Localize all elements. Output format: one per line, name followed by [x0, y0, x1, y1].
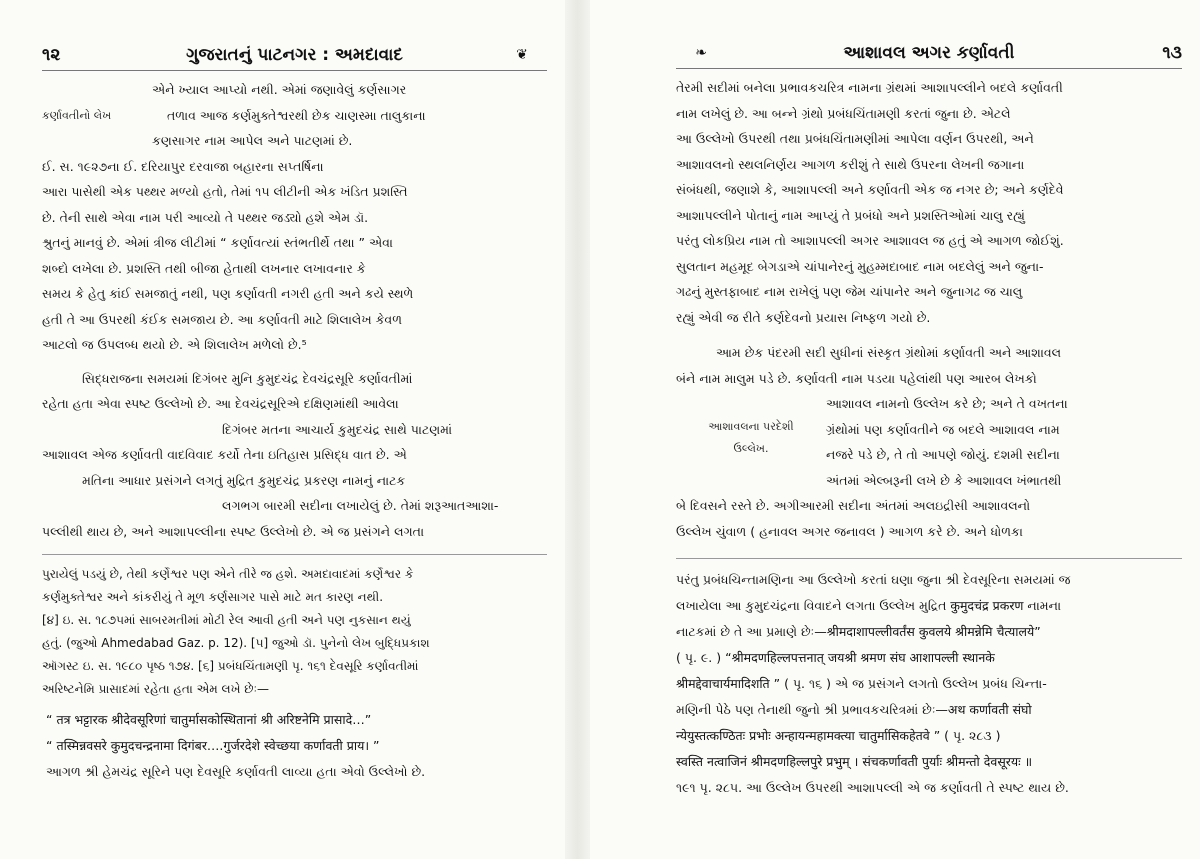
text-line: નજરે પડે છે, તે તો આપણે જોયું. દશમી સદીના [826, 447, 1060, 462]
left-sidenote: કર્ણાવતીનો લેખ [42, 108, 112, 122]
footnote-line: નાટકમાં છે તે આ પ્રમાણે છેઃ—श्रीमदाशापल्लीवर्तंस कुवलये श्रीमन्नेमि चैत्यालये” [676, 624, 1041, 639]
right-page-number: ૧૩ [1162, 43, 1182, 63]
text-line: આશાવલનો સ્થલનિર્ણય આગળ કરીશું તે સાથે ઉપરના લેખની જગાના [676, 156, 1025, 172]
footnote-separator [676, 558, 1182, 559]
text-line: તેરમી સદીમાં બનેલા પ્રભાવકચરિત્ર નામના ગ્રંથમાં આશાપલ્લીને બદલે કર્ણાવતી [676, 80, 1063, 95]
left-page-header [42, 40, 547, 71]
footnote-separator [42, 554, 547, 555]
right-para-2 [676, 340, 1182, 544]
right-page-title: આશાવલ અગર કર્ણાવતી [843, 43, 1015, 63]
text-line: બંને નામ માલુમ પડે છે. કર્ણાવતી નામ પડયા પહેલાંથી પણ આરબ લેખકો [676, 370, 1037, 386]
left-para-2 [42, 366, 547, 545]
sidenote-line: આશાવલના પરદેશી [708, 420, 794, 433]
footnote-line: કર્ણમુક્તેશ્વર અને કાંકરીયું તે મૂળ કર્ણસાગર પાસે માટે મત કારણ નથી. [42, 590, 384, 604]
quote-line: આગળ શ્રી હેમચંદ્ર સૂરિને પણ દેવસૂરિ કર્ણાવતી લાવ્યા હતા એવો ઉલ્લેખો છે. [46, 764, 426, 779]
footnote-line: પરંતુ પ્રબંધચિન્તામણિના આ ઉલ્લેખો કરતાં ઘણા જુના શ્રી દેવસૂરિના સમયમાં જ [676, 572, 1071, 587]
text-line: ગ્રંથોમાં પણ કર્ણાવતીને જ બદલે આશાવલ નામ [826, 421, 1060, 437]
text-line: સમય કે હેતુ કાંઈ સમજાતું નથી, પણ કર્ણાવતી નગરી હતી અને કયે સ્થળે [42, 286, 414, 301]
footnote-line: श्रीमद्देवाचार्यमादिशति ” ( પૃ. ૧૬ ) એ જ પ્રસંગને લગતો ઉલ્લેખ પ્રબંધ ચિન્તા- [676, 676, 1047, 691]
text-line: આમ છેક પંદરમી સદી સુધીનાં સંસ્કૃત ગ્રંથોમાં કર્ણાવતી અને આશાવલ [716, 345, 1062, 360]
text-line: દિગંબર મતના આચાર્ય કુમુદચંદ્ર સાથે પાટણમાં [222, 421, 453, 437]
footnote-line: અરિષ્ટનેમિ પ્રાસાદમાં રહેતા હતા એમ લખે છેઃ— [42, 682, 270, 696]
left-page-title: ગુજરાતનું પાટનગર : અમદાવાદ [186, 45, 403, 65]
text-line: અંતમાં એલ્બરૂની લખે છે કે આશાવલ ખંભાતથી [826, 472, 1062, 488]
ornament-icon: ❦ [516, 47, 528, 63]
text-line: સંબંધથી, જણાશે કે, આશાપલ્લી અને કર્ણાવતી એક જ નગર છે; અને કર્ણદેવે [676, 182, 1064, 197]
text-line: બે દિવસને રસ્તે છે. અગીઆરમી સદીના અંતમાં અલઇદ્રીસી આશાવલનો [676, 498, 1031, 513]
footnote-line: પુરાયેલું પડયું છે, તેથી કર્ણેશ્વર પણ એને તીરે જ હશે. અમદાવાદમાં કર્ણેશ્વર કે [42, 567, 414, 581]
text-line: છે. તેની સાથે એવા નામ પરી આવ્યો તે પથ્થર જડ્યો હશે એમ ડૉ. [42, 209, 369, 225]
text-line: એને ખ્યાલ આપ્યો નથી. એમાં જણાવેલું કર્ણસાગર [152, 82, 407, 97]
left-quotes [42, 707, 547, 785]
footnote-line: હતું. (જુઓ Ahmedabad Gaz. p. 12). [૫] જુઓ ડૉ. પુનેનો લેખ બુદ્ધિપ્રકાશ [42, 636, 430, 650]
text-line: ઉલ્લેખ ચુંવાળ ( હનાવલ અગર જનાવલ ) આગળ કરે છે. અને ધોળકા [676, 523, 1023, 539]
footnote-line: ( પૃ. ૯. ) “श्रीमदणहिल्लपत्तनात् जयश्री श्रमण संघ आशापल्ली स्थानके [676, 650, 995, 665]
right-sidenote-text [826, 391, 1182, 493]
right-page [590, 0, 1200, 859]
text-line: આ ઉલ્લેખો ઉપરથી તથા પ્રબંધચિંતામણીમાં આપેલા વર્ણન ઉપરથી, અને [676, 131, 1034, 146]
text-line: રહ્યું એવી જ રીતે કર્ણદેવનો પ્રયાસ નિષ્ફળ ગયો છે. [676, 309, 931, 325]
text-line: ગઢનું મુસ્તફાબાદ નામ રાખેલું પણ જેમ ચાંપાનેર અને જુનાગઢ જ ચાલુ [676, 284, 1023, 299]
right-page-header [676, 38, 1182, 69]
footnote-line: મણિની પેઠે પણ તેનાથી જુનો શ્રી પ્રભાવકચરિત્રમાં છેઃ—अथ कर्णावती संघो [676, 702, 1032, 717]
text-line: ઈ. સ. ૧૯૨૭ના ઈ. દરિયાપુર દરવાજા બહારના સપ્તર્ષિના [42, 158, 324, 174]
book-gutter [565, 0, 590, 859]
sidenote-line: ઉલ્લેખ. [733, 442, 769, 455]
text-line: નામ લખેલું છે. આ બન્ને ગ્રંથો પ્રબંધચિંતામણી કરતાં જુના છે. એટલે [676, 105, 1011, 121]
text-line: આરા પાસેથી એક પથ્થર મળ્યો હતો, તેમાં ૧૫ લીટીની એક ખંડિત પ્રશસ્તિ [42, 184, 408, 199]
footnote-line: स्वस्ति नत्वाजिनं श्रीमदणहिल्लपुरे प्रभुम् । संचकर्णावती पुर्याः श्रीमन्तो देवसूरयः ॥ [676, 754, 1033, 769]
text-line: પરંતુ લોકપ્રિય નામ તો આશાપલ્લી અગર આશાવલ જ હતું એ આગળ જોઈશું. [676, 233, 1064, 248]
left-para-1 [42, 77, 547, 358]
text-line: તળાવ આજ કર્ણમુક્તેશ્વરથી છેક ચાણસ્મા તાલુકાના [167, 107, 426, 123]
footnote-line: न्येयुस्तत्कण्ठितः प्रभोः अन्हायन्महामक्त्या चातुर्मासिकहेतवे ” ( પૃ. ૨૮૩ ) [676, 728, 1001, 743]
footnote-line: [૪] ઇ. સ. ૧૮૭૫માં સાબરમતીમાં મોટી રેલ આવી હતી અને પણ નુકસાન થયું [42, 613, 411, 627]
text-line: પલ્લીથી થાય છે, અને આશાપલ્લીના સ્પષ્ટ ઉલ્લેખો છે. એ જ પ્રસંગને લગતા [42, 523, 425, 539]
quote-line: “ तत्र भट्टारक श्रीदेवसूरिणां चातुर्मासकोस्थितानां श्री अरिष्टनेमि प्रासादे…” [46, 712, 372, 727]
text-line: આશાવલ એજ કર્ણાવતી વાદવિવાદ કર્યો તેના ઇતિહાસ પ્રસિદ્ધ વાત છે. એ [42, 447, 407, 462]
right-para-1 [676, 75, 1182, 330]
footnote-line: લખાયેલા આ કુમુદચંદ્રના વિવાદને લગતા ઉલ્લેખ મુદ્રિત कुमुदचंद्र प्रकरण નામના [676, 598, 1062, 613]
quote-line: “ तस्मिन्नवसरे कुमुदचन्द्रनामा दिगंबर….गुर्जरदेशे स्वेच्छया कर्णावती प्राय। ” [46, 738, 380, 753]
text-line: સુલતાન મહમૂદ બેગડાએ ચાંપાનેરનું મુહમ્મદાબાદ નામ બદલેલું અને જુના- [676, 258, 1044, 274]
left-page [0, 0, 565, 859]
ornament-icon: ❧ [695, 45, 707, 61]
text-line: શબ્દો લખેલા છે. પ્રશસ્તિ તથી બીજા હેતાથી લખનાર લખાવનાર કે [42, 260, 366, 276]
footnote-line: ઑગસ્ટ ઇ. સ. ૧૯૮૦ પૃષ્ઠ ૧૭૪. [૬] પ્રબંધચિંતામણી પૃ. ૧૬૧ દેવસૂરિ કર્ણાવતીમાં [42, 659, 419, 673]
left-sidenote-row [42, 103, 547, 129]
text-line: સિદ્ધરાજના સમયમાં દિગંબર મુનિ કુમુદચંદ્ર દેવચંદ્રસૂરિ કર્ણાવતીમાં [82, 370, 413, 386]
text-line: શ્રુતનું માનવું છે. એમાં ત્રીજ લીટીમાં “ કર્ણાવત્યાં સ્તંભતીર્થે તથા ” એવા [42, 235, 393, 250]
text-line: લગભગ બારમી સદીના લખાયેલું છે. તેમાં શરૂઆતઆશા- [222, 498, 499, 513]
left-page-number: ૧૨ [42, 45, 61, 65]
text-line: હતી તે આ ઉપરથી કંઈક સમજાય છે. આ કર્ણાવતી માટે શિલાલેખ કેવળ [42, 311, 402, 327]
text-line: રહેતા હતા એવા સ્પષ્ટ ઉલ્લેખો છે. આ દેવચંદ્રસૂરિએ દક્ષિણમાંથી આવેલા [42, 396, 399, 411]
text-line: આટલો જ ઉપલબ્ધ થયો છે. એ શિલાલેખ મળેલો છે.⁵ [42, 337, 307, 352]
right-footnotes [676, 567, 1182, 801]
text-line: મતિના આધાર પ્રસંગને લગતું મુદ્રિત કુમુદચંદ્ર પ્રકરણ નામનું નાટક [82, 472, 406, 488]
right-sidenote [676, 391, 826, 493]
footnote-line: ૧૯૧ પૃ. ૨૮૫. આ ઉલ્લેખ ઉપરથી આશાપલ્લી એ જ કર્ણાવતી તે સ્પષ્ટ થાય છે. [676, 780, 1069, 795]
left-footnotes [42, 563, 547, 701]
text-line: આશાવલ નામનો ઉલ્લેખ કરે છે; અને તે વખતના [826, 396, 1068, 411]
right-sidenote-block [676, 391, 1182, 493]
text-line: આશાપલ્લીને પોતાનું નામ આપ્યું તે પ્રબંધો અને પ્રશસ્તિઓમાં ચાલુ રહ્યું [676, 207, 1025, 223]
text-line: કણસાગર નામ આપેલ અને પાટણમાં છે. [152, 133, 353, 148]
